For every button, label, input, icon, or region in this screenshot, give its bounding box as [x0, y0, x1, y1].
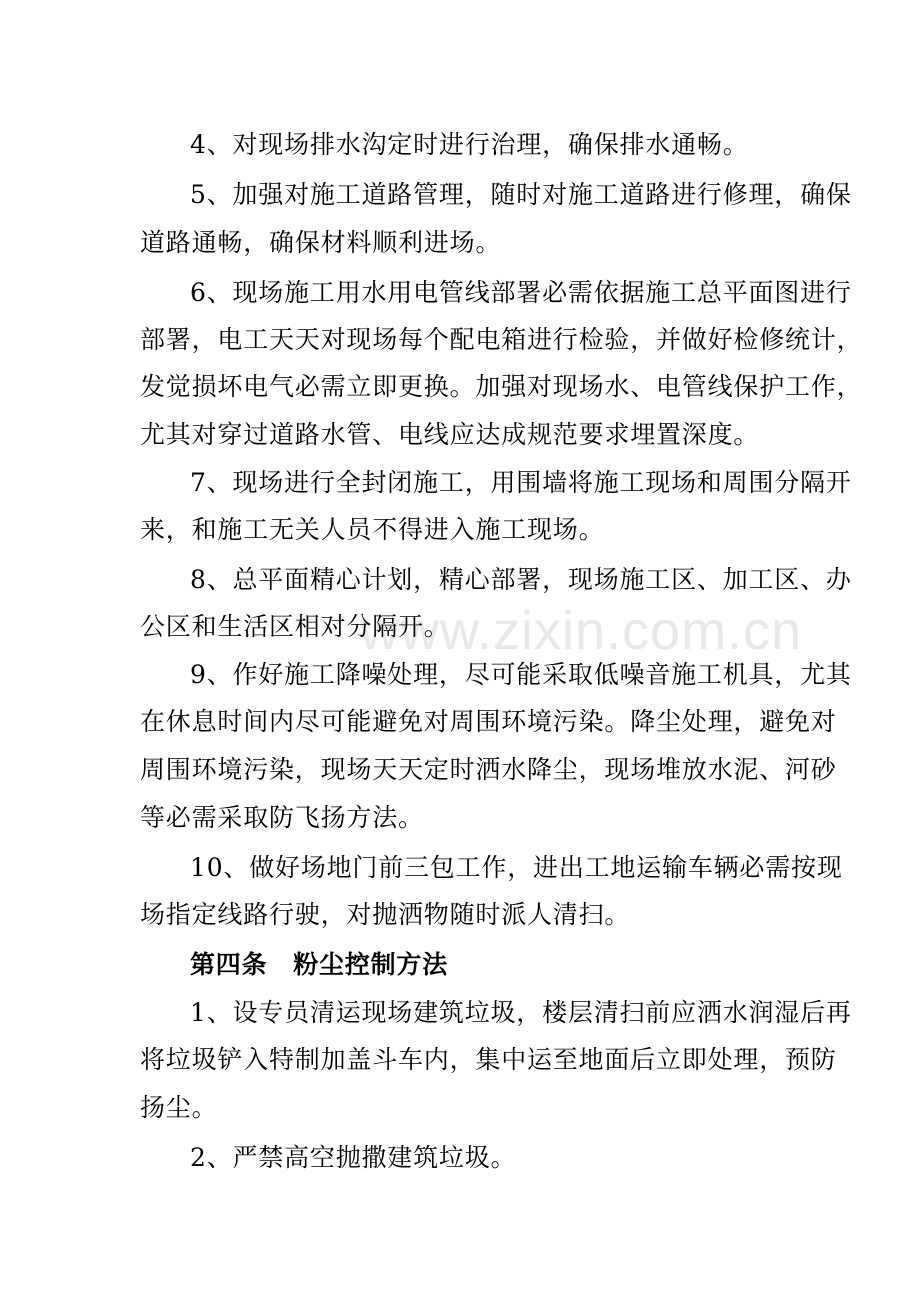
section-heading: 第四条 粉尘控制方法 [190, 950, 449, 979]
item-1-line-3: 扬尘。 [140, 1093, 218, 1122]
paragraph-9-line-1: 9、作好施工降噪处理，尽可能采取低噪音施工机具，尤其 [190, 660, 852, 689]
paragraph-9-line-2: 在休息时间内尽可能避免对周围环境污染。降尘处理，避免对 [140, 707, 837, 736]
paragraph-7-line-1: 7、现场进行全封闭施工，用围墙将施工现场和周围分隔开 [190, 468, 852, 497]
paragraph-6-line-1: 6、现场施工用水用电管线部署必需依据施工总平面图进行 [190, 278, 852, 307]
item-1-line-1: 1、设专员清运现场建筑垃圾，楼层清扫前应洒水润湿后再 [190, 998, 852, 1027]
paragraph-4-line-1: 4、对现场排水沟定时进行治理，确保排水通畅。 [190, 130, 749, 159]
paragraph-6-line-4: 尤其对穿过道路水管、电线应达成规范要求埋置深度。 [140, 420, 760, 449]
paragraph-5-line-2: 道路通畅，确保材料顺利进场。 [140, 228, 502, 257]
item-2-line-1: 2、严禁高空抛撒建筑垃圾。 [190, 1143, 517, 1172]
item-1-line-2: 将垃圾铲入特制加盖斗车内，集中运至地面后立即处理，预防 [140, 1045, 837, 1074]
paragraph-6-line-2: 部署，电工天天对现场每个配电箱进行检验，并做好检修统计， [140, 325, 863, 354]
paragraph-7-line-2: 来，和施工无关人员不得进入施工现场。 [140, 515, 605, 544]
paragraph-5-line-1: 5、加强对施工道路管理，随时对施工道路进行修理，确保 [190, 180, 852, 209]
paragraph-9-line-4: 等必需采取防飞扬方法。 [140, 803, 424, 832]
paragraph-10-line-1: 10、做好场地门前三包工作，进出工地运输车辆必需按现 [190, 853, 843, 882]
paragraph-6-line-3: 发觉损坏电气必需立即更换。加强对现场水、电管线保护工作， [140, 372, 863, 401]
paragraph-8-line-1: 8、总平面精心计划，精心部署，现场施工区、加工区、办 [190, 565, 852, 594]
paragraph-9-line-3: 周围环境污染，现场天天定时洒水降尘，现场堆放水泥、河砂 [140, 755, 837, 784]
watermark: www.zixin.com.cn [360, 601, 803, 661]
paragraph-10-line-2: 场指定线路行驶，对抛洒物随时派人清扫。 [140, 900, 631, 929]
paragraph-8-line-2: 公区和生活区相对分隔开。 [140, 612, 450, 641]
